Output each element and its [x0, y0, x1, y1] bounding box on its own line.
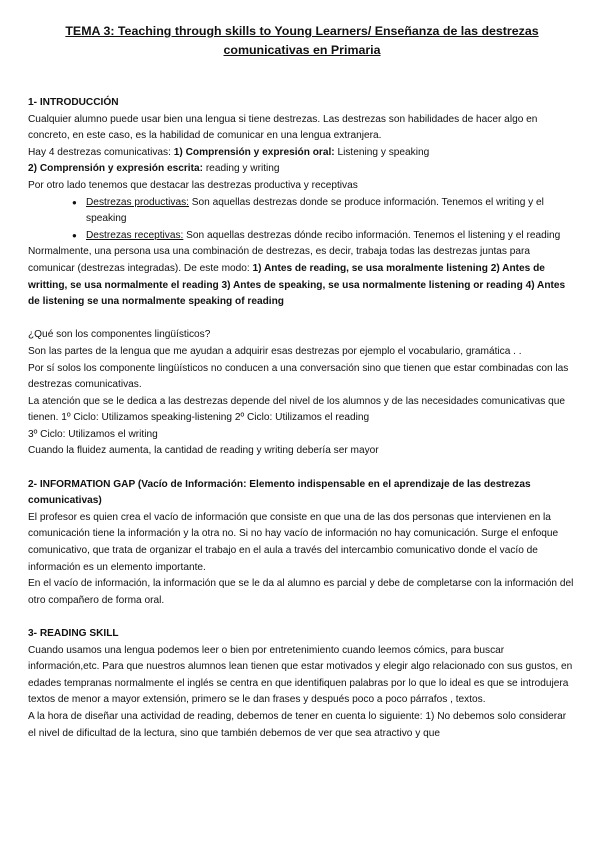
section-1-heading: 1- INTRODUCCIÓN — [28, 97, 119, 108]
bullet-list — [28, 195, 576, 245]
paragraph: Por sí solos los componente lingüísticos no conducen a una conversación sino que tienen que estar combinadas con las destrezas comunicativas. — [28, 362, 569, 391]
list-item: ● Destrezas productivas: Son aquellas destrezas donde se produce información. Tenemos el writing y el speaking — [28, 195, 576, 228]
paragraph: Hay 4 destrezas comunicativas: 1) Comprensión y expresión oral: Listening y speaking — [28, 146, 430, 158]
paragraph: Por otro lado tenemos que destacar las destrezas productiva y receptivas — [28, 179, 358, 191]
title-line-1: TEMA 3: Teaching through skills to Young Learners/ Enseñanza de las destrezas — [65, 24, 539, 38]
question-heading: ¿Qué son los componentes lingüísticos? — [28, 329, 211, 341]
paragraph: Son las partes de la lengua que me ayudan a adquirir esas destrezas por ejemplo el vocabulario, gramática . . — [28, 345, 522, 357]
paragraph: 3º Ciclo: Utilizamos el writing — [28, 428, 158, 440]
title-line-2: comunicativas en Primaria — [223, 43, 381, 57]
paragraph: Cuando usamos una lengua podemos leer o bien por entretenimiento cuando leemos cómics, para buscar información,etc. Para que nuestros alumnos lean tienen que estar motivados y elegir algo relacionado con sus gustos, en edades tempranas normalmente el inglés se centra en que identifiquen palabras por lo que lo ideal es que se introdujera textos de menor a mayor extensión, primero se le dan frases y después poco a poco párrafos , textos. — [28, 644, 573, 706]
paragraph: 2) Comprensión y expresión escrita: reading y writing — [28, 163, 280, 175]
page-title — [28, 22, 576, 60]
paragraph: Cualquier alumno puede usar bien una lengua si tiene destrezas. Las destrezas son habilidades de hacer algo en concreto, en este caso, es la habilidad de comunicar en una lengua extranjera. — [28, 113, 538, 142]
list-item: ● Destrezas receptivas: Son aquellas destrezas dónde recibo información. Tenemos el listening y el reading — [28, 228, 576, 245]
paragraph: La atención que se le dedica a las destrezas depende del nivel de los alumnos y de las necesidades comunicativas que tienen. 1º Ciclo: Utilizamos speaking-listening 2º Ciclo: Utilizamos el reading — [28, 395, 565, 424]
document-body — [28, 95, 576, 742]
section-3-heading: 3- READING SKILL — [28, 628, 119, 639]
section-2-heading: 2- INFORMATION GAP (Vacío de Información: Elemento indispensable en el aprendizaje de las destrezas comunicativas) — [28, 478, 531, 507]
paragraph: A la hora de diseñar una actividad de reading, debemos de tener en cuenta lo siguiente: 1) No debemos solo considerar el nivel de dificultad de la lectura, sino que también debemos de ver que sea atractivo y que — [28, 710, 567, 739]
paragraph: Cuando la fluidez aumenta, la cantidad de reading y writing debería ser mayor — [28, 445, 379, 457]
paragraph: En el vacío de información, la información que se le da al alumno es parcial y debe de completarse con la información del otro compañero de forma oral. — [28, 578, 574, 606]
paragraph: El profesor es quien crea el vacío de información que consiste en que una de las dos personas que intervienen en la comunicación tiene la información y la otra no. Si no hay vacío de información no hay comunicación. Surge el enfoque comunicativo, que trata de organizar el trabajo en el aula a través del intercambio comunicativo donde el vacío de información es un elemento importante. — [28, 511, 559, 573]
paragraph: Normalmente, una persona usa una combinación de destrezas, es decir, trabaja todas las destrezas juntas para comunicar (destrezas integradas). De este modo: 1) Antes de reading, se usa moralmente listening 2) Antes de writting, se usa normalmente el reading 3) Antes de speaking, se usa normalmente listening or reading 4) Antes de listening se una normalmente speaking of reading — [28, 246, 566, 308]
document-page — [28, 22, 576, 742]
